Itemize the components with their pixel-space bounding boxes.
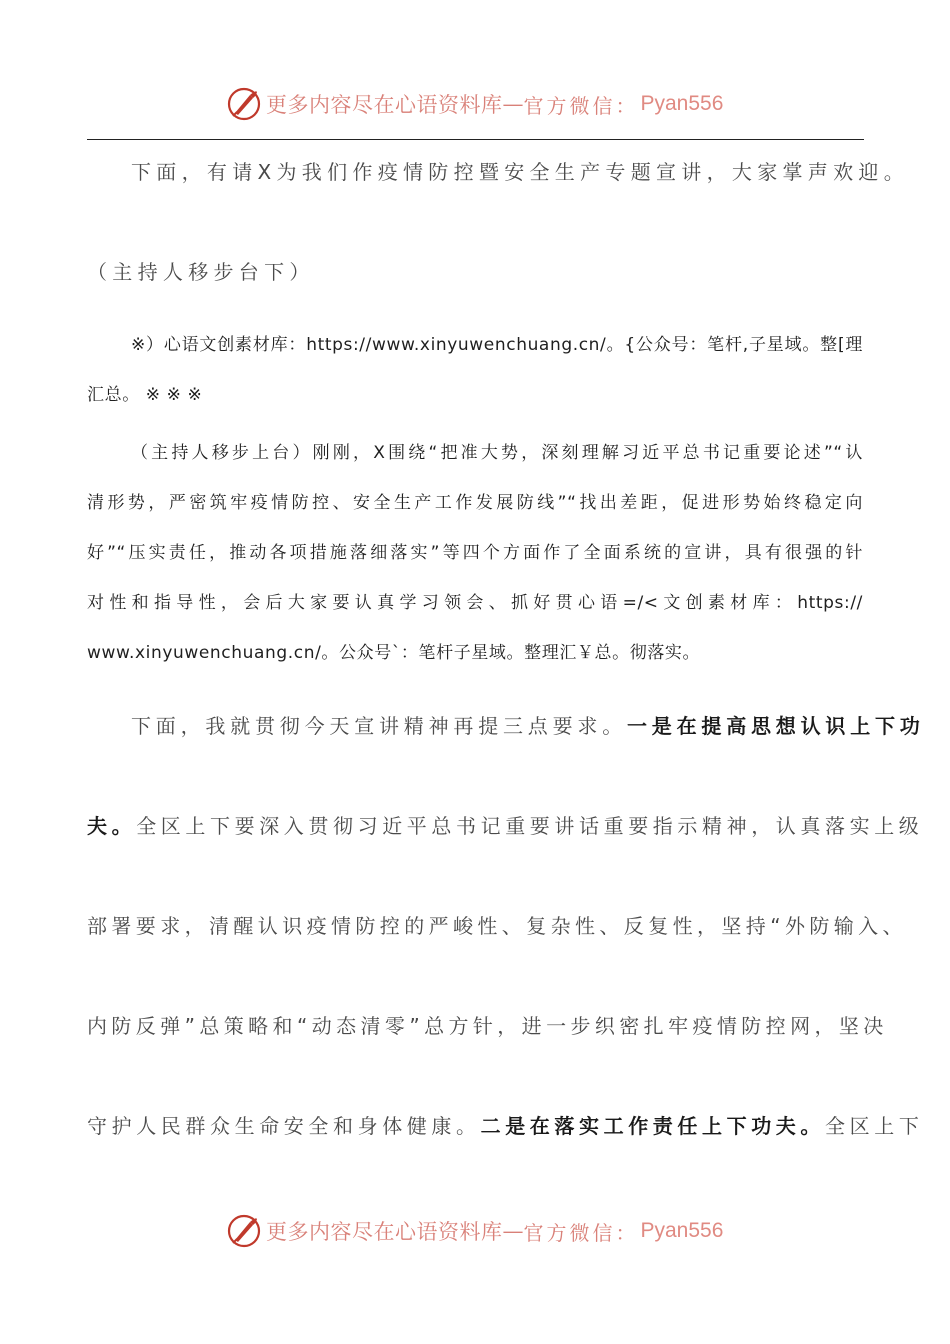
paragraph-line: 下面，有请X为我们作疫情防控暨安全生产专题宣讲，大家掌声欢迎。	[131, 160, 910, 184]
banner-main-text: 更多内容尽在心语资料库	[266, 93, 503, 117]
paragraph-line	[87, 676, 925, 776]
paragraph-source-note	[87, 320, 863, 420]
requirement-one-body-end: 守护人民群众生命安全和身体健康。	[87, 1114, 481, 1138]
requirement-two-body: 全区上下	[825, 1114, 924, 1138]
paragraph-line: （主持人移步台下）	[87, 260, 315, 284]
requirement-two-heading: 二是在落实工作责任上下功夫。	[480, 1114, 826, 1138]
paragraph-requirements	[87, 676, 925, 1176]
paragraph-summary	[87, 428, 863, 678]
paragraph-line: 部署要求，清醒认识疫情防控的严峻性、复杂性、反复性，坚持“外防输入、	[87, 914, 907, 938]
paragraph-stage-direction-down	[87, 222, 863, 322]
requirement-one-heading: 一是在提高思想认识上下功	[627, 714, 925, 738]
paragraph-line: （主持人移步上台）刚刚，X围绕“把准大势，深刻理解习近平总书记重要论述”“认	[131, 443, 863, 463]
requirement-one-heading-end: 夫。	[87, 814, 137, 838]
paragraph-line: 内防反弹”总策略和“动态清零”总方针，进一步织密扎牢疫情防控网，坚决	[87, 1014, 888, 1038]
banner-wechat-id: Pyan556	[640, 92, 724, 115]
paragraph-line: ※）心语文创素材库：https://www.xinyuwenchuang.cn/。{公众号：笔杆,子星域。整[理	[131, 335, 863, 355]
paragraph-line: 清形势，严密筑牢疫情防控、安全生产工作发展防线”“找出差距，促进形势始终稳定向	[87, 493, 863, 513]
footer-banner	[226, 1211, 723, 1251]
paragraph-line: www.xinyuwenchuang.cn/。公众号`：笔杆子星域。整理汇￥总。彻落实。	[87, 643, 701, 663]
requirements-intro: 下面，我就贯彻今天宣讲精神再提三点要求。	[131, 714, 627, 738]
quill-logo-icon	[226, 86, 262, 122]
paragraph-line: 好”“压实责任，推动各项措施落细落实”等四个方面作了全面系统的宣讲，具有很强的针	[87, 543, 863, 563]
requirement-one-body: 全区上下要深入贯彻习近平总书记重要讲话重要指示精神，认真落实上级	[136, 814, 924, 838]
banner-separator: —	[502, 1219, 524, 1243]
banner-wechat-label: 官方微信：	[523, 93, 639, 118]
banner-wechat-id: Pyan556	[640, 1219, 724, 1242]
paragraph-line	[87, 776, 924, 876]
banner-main-text: 更多内容尽在心语资料库	[266, 1220, 503, 1244]
banner-separator: —	[502, 92, 524, 116]
banner-wechat-label: 官方微信：	[523, 1220, 639, 1245]
paragraph-invite-speaker	[87, 122, 910, 222]
paragraph-line	[87, 1076, 924, 1176]
header-banner	[226, 84, 723, 124]
quill-logo-icon	[226, 1213, 262, 1249]
paragraph-line: 汇总。 ※ ※ ※	[87, 385, 203, 405]
paragraph-line: 对性和指导性，会后大家要认真学习领会、抓好贯心语=/<文创素材库：https://	[87, 593, 863, 613]
